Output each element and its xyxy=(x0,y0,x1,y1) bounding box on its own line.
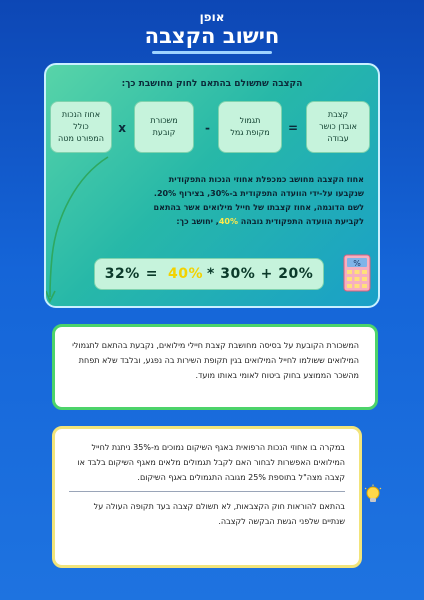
formula-card xyxy=(44,63,380,308)
explanation-line-1: אחוז הקצבה מחושב כמכפלת אחוזי הנכות התפקודית xyxy=(168,175,364,184)
equation-result: 32% xyxy=(104,266,140,282)
lightbulb-icon xyxy=(363,484,383,506)
explanation-line-3: לשם הדוגמה, אחוז קצבתו של חייל מילואים אשר בהתאם xyxy=(153,203,364,212)
equation-rest: * 30% + 20% xyxy=(207,266,314,282)
equation-equals: = xyxy=(145,266,159,282)
title-underline xyxy=(152,51,272,54)
page-title: חישוב הקצבה xyxy=(144,24,280,48)
wages-info-card xyxy=(52,324,378,410)
formula-explanation xyxy=(114,173,364,229)
calculator-icon xyxy=(342,253,372,293)
equation-highlight: 40% xyxy=(168,266,204,282)
formula-box-wages xyxy=(134,101,194,153)
formula-box-wages-label: משכורת קובעת xyxy=(150,116,178,137)
tip-text-limitation: בהתאם להוראות חוק הקצבאות, לא תשולם קצבה בעד תקופה העולה על שנתיים שלפני הגשת הבקשה לקצבה. xyxy=(93,502,345,527)
equals-operator: = xyxy=(287,121,298,135)
explanation-line-2: שנקבעו על-ידי הוועדה התפקודית ב-30%, בצירוף 20%. xyxy=(153,189,364,198)
header-kicker: אופן xyxy=(199,10,225,24)
tip-card xyxy=(52,426,362,568)
formula-heading: הקצבה שתשולם בהתאם לחוק מחושבת כך: xyxy=(121,79,303,89)
example-equation xyxy=(94,258,324,290)
svg-text:%: % xyxy=(353,259,361,268)
explanation-highlight: 40% xyxy=(218,217,238,226)
wages-info-text: המשכורת הקובעת על בסיסה מחושבת קצבת חיילי מילואים, נקבעת בהתאם לתגמולי המילואים ששולמו לחייל המילואים בגין תקופת השירות בה נפגע, ובלבד שלא תפחת מהשכר הממוצע בחוק ביטוח לאומי באותו מועד. xyxy=(72,341,359,380)
formula-box-pension-label: קצבת אובדן כושר עבודה xyxy=(319,110,357,143)
explanation-line-4-post: , יחושב כך: xyxy=(176,217,219,226)
tip-text-rehab: במקרה בו אחוזי הנכות הרפואית באגף השיקום נמוכים מ-35% ניתנת לחייל המילואים האפשרות לבחור האם לקבל תגמולים מלאים מאגף השיקום בלבד או קצבה מצה"ל בתוספת 25% מגובה התגמולים באגף השיקום. xyxy=(77,443,345,482)
explanation-line-4-pre: לקביעת הוועדה התפקודית גובהה xyxy=(238,217,364,226)
explanation-line-4 xyxy=(114,215,364,229)
tip-divider xyxy=(69,491,345,492)
formula-box-percent-label: אחוז הנכות כולל המפורט מטה xyxy=(58,110,104,143)
formula-box-disability-label: תגמול מקופת גמל xyxy=(230,116,270,137)
formula-box-disability xyxy=(218,101,282,153)
times-operator: x xyxy=(118,121,126,135)
formula-box-pension xyxy=(306,101,370,153)
minus-operator: - xyxy=(205,121,210,135)
